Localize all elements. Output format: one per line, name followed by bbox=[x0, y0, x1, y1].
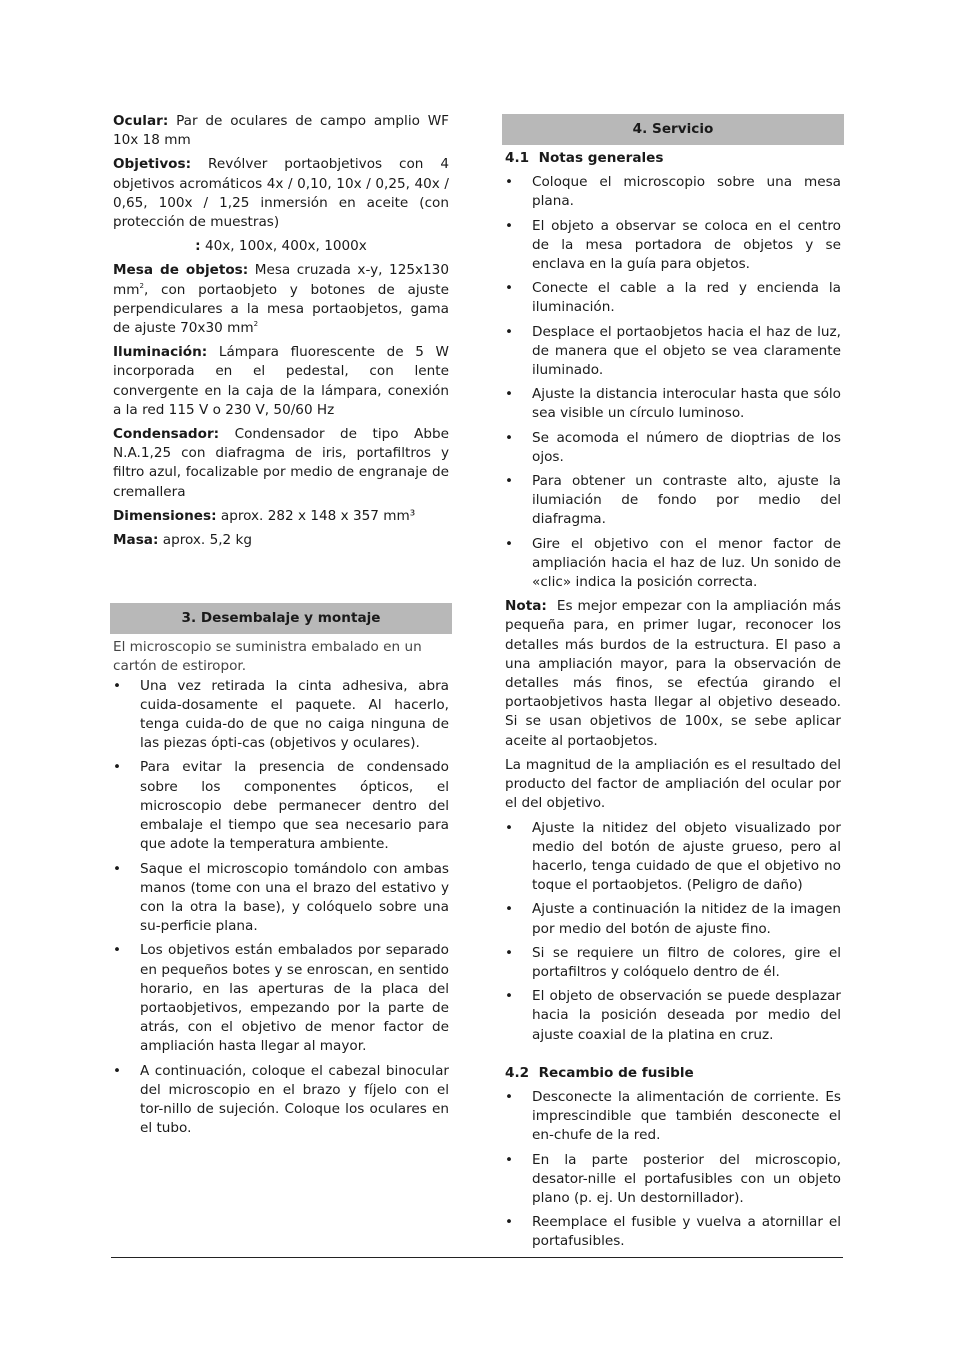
list-item bbox=[505, 385, 841, 423]
spec-text: aprox. 5,2 kg bbox=[162, 532, 253, 549]
list-item bbox=[505, 217, 841, 275]
list-item bbox=[505, 819, 841, 896]
spec-label: Masa: bbox=[113, 532, 159, 549]
subsection-number: 4.1 bbox=[505, 150, 530, 166]
list-item bbox=[505, 1151, 841, 1209]
section-heading-desembalaje: 3. Desembalaje y montaje bbox=[110, 603, 452, 634]
spec-text: Revólver portaobjetivos con 4 objetivos acromáticos 4x / 0,10, 10x / 0,25, 40x / 0,65, 100x / 1,25 inmersión en aceite (con protección de muestras) bbox=[113, 156, 449, 231]
list-item-text: Se acomoda el número de dioptrias de los ojos. bbox=[532, 429, 841, 465]
list-item bbox=[505, 987, 841, 1045]
spec-text: aprox. 282 x 148 x 357 mm³ bbox=[220, 507, 416, 524]
spec-dimensiones bbox=[113, 507, 449, 526]
list-item bbox=[113, 677, 449, 754]
right-column bbox=[505, 114, 841, 1257]
list-item bbox=[113, 860, 449, 937]
subsection-title: Recambio de fusible bbox=[538, 1064, 694, 1081]
list-item-text: Desconecte la alimentación de corriente. Es imprescindible que también desconecte el en-chufe de la red. bbox=[532, 1088, 841, 1144]
spec-objetivos bbox=[113, 155, 449, 232]
note-text: Es mejor empezar con la ampliación más pequeña para, en primer lugar, reconocer los detalles más burdos de la estructura. El paso a una ampliación mayor, para la observación de detalles más finos, se efectúa girando el portaobjetivos hasta llegar al objetivo deseado. Si se usan objetivos de 100x, se sebe aplicar aceite al portaobjetos. bbox=[505, 598, 841, 749]
subsection-title: Notas generales bbox=[538, 150, 664, 166]
spec-text: Mesa cruzada x-y, 125x130 mm bbox=[113, 262, 449, 298]
list-item bbox=[113, 758, 449, 854]
list-item bbox=[505, 472, 841, 530]
spec-mesa bbox=[113, 261, 449, 338]
list-item-text: Conecte el cable a la red y encienda la iluminación. bbox=[532, 280, 841, 316]
list-item-text: Ajuste la distancia interocular hasta que sólo sea visible un círculo luminoso. bbox=[532, 386, 841, 422]
list-item-text: Ajuste la nitidez del objeto visualizado por medio del botón de ajuste grueso, pero al hacerlo, tenga cuidado de que el objetivo no toque el portaobjetos. (Peligro de daño) bbox=[532, 819, 841, 894]
bullet-icon: • bbox=[505, 386, 514, 403]
list-item-text: Ajuste a continuación la nitidez de la imagen por medio del botón de ajuste fino. bbox=[532, 901, 841, 937]
bullet-icon: • bbox=[505, 429, 514, 446]
spec-label: Objetivos: bbox=[113, 156, 192, 173]
list-item-text: Reemplace el fusible y vuelva a atornillar el portafusibles. bbox=[532, 1214, 841, 1250]
subsection-number: 4.2 bbox=[505, 1064, 530, 1081]
list-item-text: Una vez retirada la cinta adhesiva, abra cuida-dosamente el paquete. Al hacerlo, tenga cuida-do de que no caiga ninguna de las piezas ópti-cas (objetivos y oculares). bbox=[140, 677, 449, 752]
bullet-icon: • bbox=[505, 217, 514, 234]
superscript: 2 bbox=[253, 320, 259, 329]
unpacking-list bbox=[113, 677, 449, 1139]
footer-divider bbox=[111, 1257, 843, 1258]
fuse-list bbox=[505, 1088, 841, 1252]
list-item bbox=[505, 173, 841, 211]
bullet-icon: • bbox=[505, 473, 514, 490]
list-item bbox=[505, 900, 841, 938]
spec-label: Mesa de objetos: bbox=[113, 262, 249, 279]
spec-text: 40x, 100x, 400x, 1000x bbox=[204, 238, 367, 255]
bullet-icon: • bbox=[505, 535, 514, 552]
left-column bbox=[113, 112, 449, 1143]
spec-label: : bbox=[195, 238, 201, 255]
list-item bbox=[505, 1213, 841, 1251]
bullet-icon: • bbox=[113, 759, 122, 776]
focus-list bbox=[505, 819, 841, 1045]
list-item bbox=[113, 941, 449, 1056]
magnification-paragraph: La magnitud de la ampliación es el resultado del producto del factor de ampliación del ocular por el del objetivo. bbox=[505, 756, 841, 812]
list-item bbox=[505, 429, 841, 467]
general-notes-list bbox=[505, 173, 841, 592]
spec-text: Par de oculares de campo amplio WF 10x 18 mm bbox=[113, 113, 449, 149]
list-item bbox=[505, 944, 841, 982]
bullet-icon: • bbox=[113, 860, 122, 877]
list-item bbox=[505, 535, 841, 593]
bullet-icon: • bbox=[505, 1088, 514, 1105]
list-item-text: En la parte posterior del microscopio, desator-nille el portafusibles con un objeto plano (p. ej. Un destornillador). bbox=[532, 1151, 841, 1206]
bullet-icon: • bbox=[505, 944, 514, 961]
spec-masa bbox=[113, 531, 449, 550]
list-item-text: El objeto de observación se puede desplazar hacia la posición deseada por medio del ajuste coaxial de la platina en cruz. bbox=[532, 988, 841, 1043]
bullet-icon: • bbox=[505, 323, 514, 340]
superscript: 2 bbox=[139, 281, 144, 290]
list-item-text: Saque el microscopio tomándolo con ambas manos (tome con una el brazo del estativo y con la otra la base), y colóquelo sobre una su-perficie plana. bbox=[140, 860, 449, 935]
spec-text: , con portaobjeto y botones de ajuste perpendiculares a la mesa portaobjetos, gama de ajuste 70x30 mm bbox=[113, 281, 449, 337]
list-item-text: Coloque el microscopio sobre una mesa plana. bbox=[532, 174, 841, 210]
list-item-text: Si se requiere un filtro de colores, gire el portafiltros y colóquelo dentro de él. bbox=[532, 944, 841, 980]
section-heading-servicio: 4. Servicio bbox=[502, 114, 844, 145]
bullet-icon: • bbox=[505, 1151, 514, 1168]
list-item-text: A continuación, coloque el cabezal binocular del microscopio en el brazo y fíjelo con el tor-nillo de sujeción. Coloque los oculares en el tubo. bbox=[140, 1062, 449, 1137]
spec-label: Ocular: bbox=[113, 113, 169, 129]
bullet-icon: • bbox=[113, 942, 122, 959]
section-intro: El microscopio se suministra embalado en un cartón de estiropor. bbox=[113, 639, 422, 675]
list-item bbox=[505, 323, 841, 381]
spec-text: Lámpara fluorescente de 5 W incorporada en el pedestal, con lente convergente en la caja de la lámpara, conexión a la red 115 V o 230 V, 50/60 Hz bbox=[113, 344, 449, 418]
spec-ocular bbox=[113, 112, 449, 150]
list-item-text: Gire el objetivo con el menor factor de ampliación hacia el haz de luz. Un sonido de «clic» indica la posición correcta. bbox=[532, 535, 841, 591]
bullet-icon: • bbox=[505, 819, 514, 836]
bullet-icon: • bbox=[505, 901, 514, 918]
spec-label: Condensador: bbox=[113, 426, 220, 443]
list-item bbox=[113, 1062, 449, 1139]
bullet-icon: • bbox=[505, 174, 514, 191]
spec-iluminacion bbox=[113, 343, 449, 420]
note-paragraph bbox=[505, 597, 841, 751]
spec-label: Dimensiones: bbox=[113, 507, 217, 524]
bullet-icon: • bbox=[113, 1062, 122, 1079]
spec-aumentos bbox=[113, 237, 449, 256]
spec-text: Condensador de tipo Abbe N.A.1,25 con diafragma de iris, portafiltros y filtro azul, focalizable por medio de engranaje de cremallera bbox=[113, 426, 449, 500]
list-item-text: Para evitar la presencia de condensado sobre los componentes ópticos, el microscopio debe permanecer dentro del embalaje el tiempo que sea necesario para que adote la temperatura ambiente. bbox=[140, 759, 449, 853]
list-item-text: El objeto a observar se coloca en el centro de la mesa portadora de objetos y se enclava en la guía para objetos. bbox=[532, 217, 841, 273]
bullet-icon: • bbox=[505, 280, 514, 297]
bullet-icon: • bbox=[505, 988, 514, 1005]
subsection-heading-fusible bbox=[505, 1064, 841, 1083]
note-label: Nota: bbox=[505, 598, 547, 615]
list-item-text: Desplace el portaobjetos hacia el haz de luz, de manera que el objeto se vea claramente iluminado. bbox=[532, 323, 841, 379]
list-item bbox=[505, 1088, 841, 1146]
spec-condensador bbox=[113, 425, 449, 502]
bullet-icon: • bbox=[113, 677, 122, 694]
list-item-text: Los objetivos están embalados por separado en pequeños botes y se enroscan, en sentido horario, en las aperturas de la placa del portaobjetivos, empezando por la parte de atrás, con el objetivo de menor factor de ampliación hasta llegar al mayor. bbox=[140, 942, 449, 1055]
spec-label: Iluminación: bbox=[113, 344, 208, 361]
list-item-text: Para obtener un contraste alto, ajuste la ilumiación de fondo por medio del diafragma. bbox=[532, 473, 841, 528]
list-item bbox=[505, 279, 841, 317]
bullet-icon: • bbox=[505, 1214, 514, 1231]
subsection-heading-notas bbox=[505, 149, 841, 168]
